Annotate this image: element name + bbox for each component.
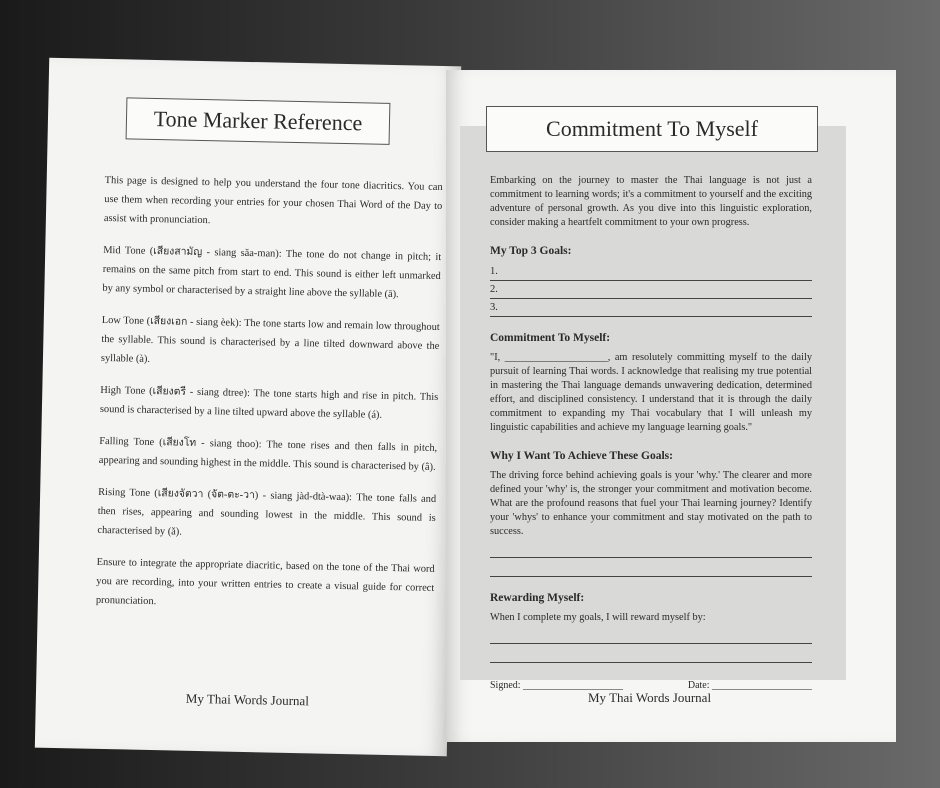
commitment-form (490, 174, 812, 693)
commitment-heading: Commitment To Myself: (490, 332, 611, 344)
why-paragraph: The driving force behind achieving goals is your 'why.' The clearer and more defined your 'why' is, the stronger your commitment and motivation become. What are the profound reasons that fuel your Thai learning journey? Identify your 'whys' to enhance your commitment and stay motivated on the path to success. (490, 470, 812, 537)
page-footer: My Thai Words Journal (588, 690, 712, 705)
mid-tone-paragraph: Mid Tone (เสียงสามัญ - siang săa-man): The tone do not change in pitch; it remains on the same pitch from start to end. This sound is either left unmarked by any symbol or characterised by a straight line above the syllable (ā). (102, 244, 442, 301)
page-title: Commitment To Myself (486, 106, 818, 152)
commitment-statement: "I, ____________________, am resolutely committing myself to the daily pursuit of learning Thai words. I acknowledge that realising my true potential in mastering the Thai language demands unwavering dedication, determined effort, and disciplined consistency. I understand that it is through the daily commitment to expanding my Thai vocabulary that I will unleash my linguistic capabilities and achieve my language learning goals." (490, 352, 812, 433)
closing-paragraph: Ensure to integrate the appropriate diacritic, based on the tone of the Thai word you are recording, into your written entries to create a visual guide for correct pronunciation. (95, 556, 435, 608)
goal-line-3[interactable]: 3. (490, 300, 812, 317)
date-field[interactable]: Date: ____________________ (687, 680, 812, 691)
high-tone-paragraph: High Tone (เสียงตรี - siang dtree): The tone starts high and rise in pitch. This sound is characterised by a line tilted upward above the syllable (á). (99, 384, 439, 421)
reward-line-2[interactable] (490, 644, 812, 663)
right-page (446, 70, 896, 742)
low-tone-paragraph: Low Tone (เสียงเอก - siang èek): The tone starts low and remain low throughout the syllable. This sound is characterised by a line tilted downward above the syllable (à). (100, 314, 440, 365)
page-title: Tone Marker Reference (126, 97, 391, 145)
why-line-2[interactable] (490, 558, 812, 577)
page-footer: My Thai Words Journal (185, 690, 310, 709)
tone-reference-text (95, 171, 442, 630)
intro-paragraph: Embarking on the journey to master the Thai language is not just a commitment to learning words; it's a commitment to yourself and the exciting adventure of personal growth. As you dive into this linguistic exploration, consider making a heartfelt commitment to your own progress. (490, 175, 812, 228)
goals-heading: My Top 3 Goals: (490, 245, 572, 257)
signed-field[interactable]: Signed: ____________________ (490, 680, 624, 691)
falling-tone-paragraph: Falling Tone (เสียงโท - siang thoo): The tone rises and then falls in pitch, appearing and sounding highest in the middle. This sound is characterised by (â). (98, 435, 438, 473)
rising-tone-paragraph: Rising Tone (เสียงจัตวา (จัต-ตะ-วา) - siang jàd-dtà-waa): The tone falls and then rises, appearing and sounding lowest in the middle. This sound is characterised by (ǎ). (97, 486, 437, 538)
why-line-1[interactable] (490, 539, 812, 558)
goal-line-1[interactable]: 1. (490, 264, 812, 281)
intro-paragraph: This page is designed to help you understand the four tone diacritics. You can use them when recording your entries for your chosen Thai Word of the Day to assist with pronunciation. (103, 174, 443, 227)
reward-prompt: When I complete my goals, I will reward myself by: (490, 612, 706, 623)
reward-line-1[interactable] (490, 625, 812, 644)
why-heading: Why I Want To Achieve These Goals: (490, 450, 673, 462)
goal-line-2[interactable]: 2. (490, 282, 812, 299)
left-page (35, 58, 461, 756)
reward-heading: Rewarding Myself: (490, 592, 585, 604)
